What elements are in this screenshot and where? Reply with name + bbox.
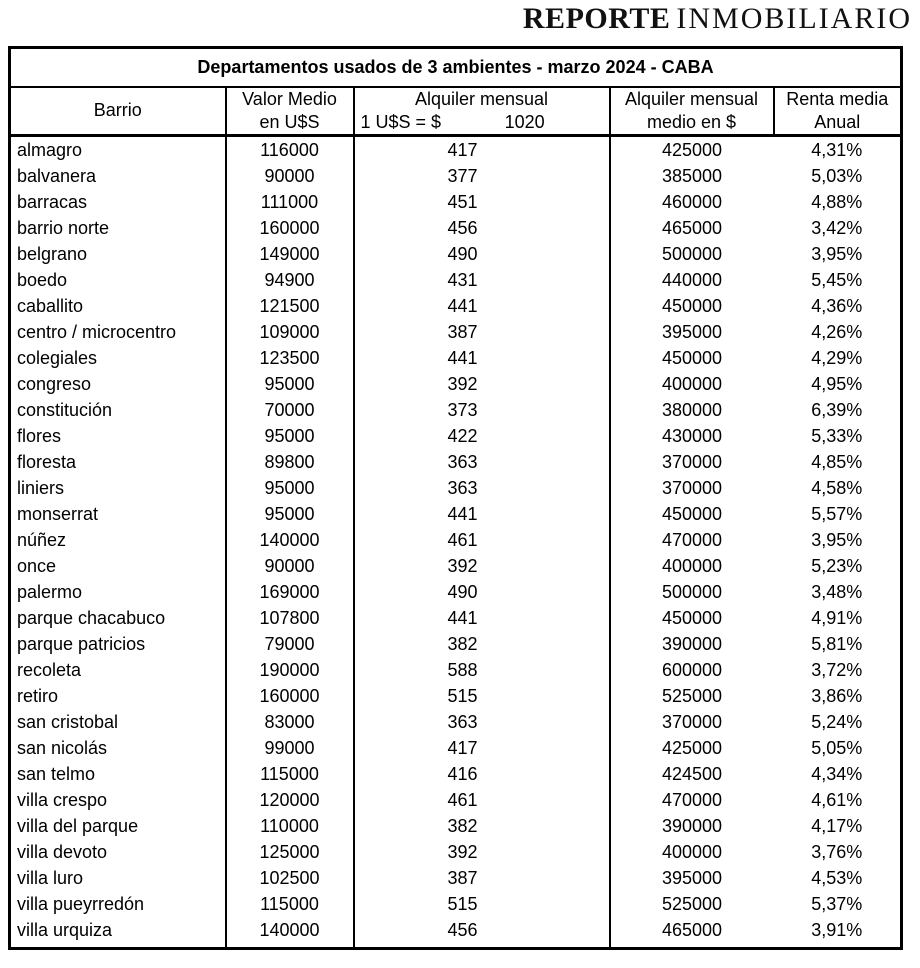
table-row [10, 423, 902, 449]
table-row [10, 371, 902, 397]
cell-valor-medio-usd: 90000 [226, 553, 354, 579]
cell-valor-medio-usd: 123500 [226, 345, 354, 371]
cell-alquiler-mensual-ars: 370000 [610, 475, 774, 501]
cell-valor-medio-usd: 160000 [226, 683, 354, 709]
col-header-alquiler-medio-line2: medio en $ [646, 111, 737, 132]
cell-renta-media-anual: 4,61% [811, 790, 863, 810]
cell-renta-media-anual: 5,33% [811, 426, 863, 446]
cell-valor-medio-usd: 90000 [226, 163, 354, 189]
cell-alquiler-mensual-ars: 400000 [610, 553, 774, 579]
cell-renta-media-anual: 4,58% [811, 478, 863, 498]
cell-alquiler-mensual-ars: 370000 [610, 709, 774, 735]
cell-renta-media-anual: 4,17% [811, 816, 863, 836]
cell-valor-medio-usd: 116000 [226, 136, 354, 164]
cell-barrio: belgrano [17, 244, 88, 264]
cell-alquiler-mensual-ars: 385000 [610, 163, 774, 189]
cell-alquiler-mensual-usd: 387 [354, 865, 610, 891]
cell-alquiler-mensual-usd: 417 [354, 136, 610, 164]
cell-alquiler-mensual-usd: 392 [354, 553, 610, 579]
cell-valor-medio-usd: 79000 [226, 631, 354, 657]
cell-alquiler-mensual-ars: 440000 [610, 267, 774, 293]
cell-barrio: villa urquiza [17, 920, 113, 940]
table-row [10, 553, 902, 579]
cell-barrio: centro / microcentro [17, 322, 177, 342]
cell-alquiler-mensual-ars: 500000 [610, 241, 774, 267]
cell-renta-media-anual: 3,86% [811, 686, 863, 706]
cell-alquiler-mensual-usd: 451 [354, 189, 610, 215]
cell-barrio: barracas [17, 192, 88, 212]
cell-alquiler-mensual-usd: 461 [354, 527, 610, 553]
cell-alquiler-mensual-ars: 470000 [610, 787, 774, 813]
col-header-renta-line2: Anual [814, 111, 861, 132]
cell-renta-media-anual: 4,53% [811, 868, 863, 888]
cell-alquiler-mensual-usd: 416 [354, 761, 610, 787]
cell-valor-medio-usd: 149000 [226, 241, 354, 267]
spacer-cell [226, 943, 354, 948]
cell-alquiler-mensual-ars: 395000 [610, 319, 774, 345]
cell-renta-media-anual: 4,36% [811, 296, 863, 316]
table-row [10, 709, 902, 735]
spacer-cell [774, 943, 902, 948]
cell-barrio: congreso [17, 374, 92, 394]
cell-alquiler-mensual-usd: 392 [354, 839, 610, 865]
table-row [10, 136, 902, 164]
table-row [10, 397, 902, 423]
col-header-alquiler-medio-line1: Alquiler mensual [624, 88, 759, 109]
cell-renta-media-anual: 5,03% [811, 166, 863, 186]
table-header-row [10, 87, 902, 136]
cell-alquiler-mensual-ars: 400000 [610, 371, 774, 397]
cell-valor-medio-usd: 111000 [226, 189, 354, 215]
cell-renta-media-anual: 3,95% [811, 244, 863, 264]
col-header-alquiler-line1: Alquiler mensual [414, 88, 549, 109]
cell-alquiler-mensual-ars: 525000 [610, 891, 774, 917]
cell-renta-media-anual: 4,88% [811, 192, 863, 212]
cell-renta-media-anual: 4,85% [811, 452, 863, 472]
table-row [10, 345, 902, 371]
cell-barrio: retiro [17, 686, 59, 706]
cell-renta-media-anual: 4,29% [811, 348, 863, 368]
cell-valor-medio-usd: 109000 [226, 319, 354, 345]
logo-regular-text: INMOBILIARIO [676, 2, 912, 35]
cell-alquiler-mensual-ars: 465000 [610, 215, 774, 241]
cell-barrio: caballito [17, 296, 84, 316]
cell-valor-medio-usd: 190000 [226, 657, 354, 683]
cell-alquiler-mensual-usd: 588 [354, 657, 610, 683]
table-row [10, 813, 902, 839]
table-row [10, 605, 902, 631]
cell-valor-medio-usd: 125000 [226, 839, 354, 865]
cell-barrio: san nicolás [17, 738, 108, 758]
cell-valor-medio-usd: 95000 [226, 423, 354, 449]
table-row [10, 241, 902, 267]
cell-renta-media-anual: 4,34% [811, 764, 863, 784]
cell-valor-medio-usd: 121500 [226, 293, 354, 319]
cell-alquiler-mensual-usd: 377 [354, 163, 610, 189]
cell-alquiler-mensual-ars: 450000 [610, 345, 774, 371]
cell-valor-medio-usd: 99000 [226, 735, 354, 761]
cell-valor-medio-usd: 70000 [226, 397, 354, 423]
cell-alquiler-mensual-ars: 460000 [610, 189, 774, 215]
cell-alquiler-mensual-usd: 461 [354, 787, 610, 813]
cell-alquiler-mensual-usd: 363 [354, 475, 610, 501]
cell-alquiler-mensual-ars: 500000 [610, 579, 774, 605]
table-row [10, 735, 902, 761]
spacer-cell [10, 943, 226, 948]
cell-alquiler-mensual-ars: 430000 [610, 423, 774, 449]
table-row [10, 449, 902, 475]
cell-barrio: constitución [17, 400, 113, 420]
cell-alquiler-mensual-ars: 450000 [610, 501, 774, 527]
cell-barrio: balvanera [17, 166, 97, 186]
cell-renta-media-anual: 3,95% [811, 530, 863, 550]
cell-alquiler-mensual-ars: 600000 [610, 657, 774, 683]
cell-valor-medio-usd: 95000 [226, 475, 354, 501]
table-row [10, 917, 902, 943]
col-header-valor-medio-line2: en U$S [259, 111, 320, 132]
col-header-renta-line1: Renta media [786, 88, 889, 109]
cell-alquiler-mensual-ars: 425000 [610, 136, 774, 164]
cell-barrio: villa del parque [17, 816, 139, 836]
cell-valor-medio-usd: 140000 [226, 917, 354, 943]
table-row [10, 501, 902, 527]
cell-barrio: parque patricios [17, 634, 146, 654]
cell-renta-media-anual: 5,45% [811, 270, 863, 290]
cell-alquiler-mensual-usd: 441 [354, 293, 610, 319]
col-header-alquiler-medio [610, 87, 774, 136]
cell-renta-media-anual: 6,39% [811, 400, 863, 420]
table-row [10, 189, 902, 215]
cell-alquiler-mensual-usd: 441 [354, 345, 610, 371]
cell-valor-medio-usd: 140000 [226, 527, 354, 553]
cell-barrio: palermo [17, 582, 83, 602]
cell-renta-media-anual: 5,05% [811, 738, 863, 758]
table-body [10, 136, 902, 949]
col-header-valor-medio-line1: Valor Medio [242, 88, 337, 109]
cell-valor-medio-usd: 95000 [226, 371, 354, 397]
cell-barrio: boedo [17, 270, 68, 290]
cell-alquiler-mensual-ars: 465000 [610, 917, 774, 943]
cell-barrio: villa crespo [17, 790, 108, 810]
cell-renta-media-anual: 5,24% [811, 712, 863, 732]
cell-barrio: liniers [17, 478, 65, 498]
cell-barrio: san cristobal [17, 712, 119, 732]
table-row [10, 787, 902, 813]
cell-barrio: san telmo [17, 764, 96, 784]
table-row [10, 891, 902, 917]
spacer-row [10, 943, 902, 948]
cell-alquiler-mensual-ars: 450000 [610, 293, 774, 319]
cell-alquiler-mensual-usd: 490 [354, 579, 610, 605]
table-row [10, 683, 902, 709]
cell-barrio: monserrat [17, 504, 99, 524]
cell-valor-medio-usd: 89800 [226, 449, 354, 475]
cell-renta-media-anual: 4,31% [811, 140, 863, 160]
table-row [10, 319, 902, 345]
cell-alquiler-mensual-usd: 441 [354, 605, 610, 631]
cell-renta-media-anual: 5,23% [811, 556, 863, 576]
cell-alquiler-mensual-usd: 392 [354, 371, 610, 397]
col-header-alquiler-mensual [354, 87, 610, 136]
table-row [10, 657, 902, 683]
cell-alquiler-mensual-usd: 363 [354, 449, 610, 475]
cell-alquiler-mensual-ars: 390000 [610, 631, 774, 657]
cell-valor-medio-usd: 120000 [226, 787, 354, 813]
cell-barrio: núñez [17, 530, 67, 550]
cell-alquiler-mensual-usd: 363 [354, 709, 610, 735]
cell-alquiler-mensual-usd: 373 [354, 397, 610, 423]
cell-alquiler-mensual-usd: 515 [354, 891, 610, 917]
table-row [10, 267, 902, 293]
reporte-inmobiliario-logo [523, 2, 912, 36]
spacer-cell [610, 943, 774, 948]
cell-renta-media-anual: 3,76% [811, 842, 863, 862]
cell-renta-media-anual: 5,81% [811, 634, 863, 654]
exchange-rate-value: 1020 [504, 111, 545, 132]
table-row [10, 215, 902, 241]
table-row [10, 865, 902, 891]
cell-alquiler-mensual-ars: 525000 [610, 683, 774, 709]
cell-alquiler-mensual-ars: 425000 [610, 735, 774, 761]
cell-barrio: villa luro [17, 868, 84, 888]
cell-alquiler-mensual-usd: 417 [354, 735, 610, 761]
cell-valor-medio-usd: 94900 [226, 267, 354, 293]
cell-alquiler-mensual-ars: 390000 [610, 813, 774, 839]
table-row [10, 293, 902, 319]
cell-barrio: once [17, 556, 57, 576]
cell-renta-media-anual: 4,91% [811, 608, 863, 628]
cell-valor-medio-usd: 115000 [226, 761, 354, 787]
cell-barrio: floresta [17, 452, 77, 472]
cell-renta-media-anual: 4,95% [811, 374, 863, 394]
cell-alquiler-mensual-ars: 395000 [610, 865, 774, 891]
cell-barrio: colegiales [17, 348, 98, 368]
spacer-cell [354, 943, 610, 948]
table-row [10, 475, 902, 501]
cell-renta-media-anual: 3,72% [811, 660, 863, 680]
cell-barrio: almagro [17, 140, 83, 160]
report-table [8, 46, 903, 950]
exchange-rate-label: 1 U$S = $ [360, 111, 442, 132]
cell-alquiler-mensual-usd: 456 [354, 917, 610, 943]
table-row [10, 839, 902, 865]
cell-barrio: recoleta [17, 660, 82, 680]
cell-alquiler-mensual-ars: 424500 [610, 761, 774, 787]
cell-alquiler-mensual-ars: 380000 [610, 397, 774, 423]
col-header-renta-media [774, 87, 902, 136]
table-row [10, 579, 902, 605]
cell-valor-medio-usd: 102500 [226, 865, 354, 891]
cell-barrio: barrio norte [17, 218, 110, 238]
table-title-row [10, 48, 902, 87]
cell-alquiler-mensual-ars: 400000 [610, 839, 774, 865]
cell-alquiler-mensual-usd: 441 [354, 501, 610, 527]
cell-alquiler-mensual-usd: 422 [354, 423, 610, 449]
cell-renta-media-anual: 4,26% [811, 322, 863, 342]
cell-alquiler-mensual-usd: 382 [354, 631, 610, 657]
exchange-rate-line [355, 111, 609, 134]
cell-valor-medio-usd: 95000 [226, 501, 354, 527]
table-title: Departamentos usados de 3 ambientes - marzo 2024 - CABA [10, 48, 902, 87]
cell-renta-media-anual: 5,37% [811, 894, 863, 914]
table-row [10, 761, 902, 787]
cell-valor-medio-usd: 110000 [226, 813, 354, 839]
cell-alquiler-mensual-usd: 515 [354, 683, 610, 709]
cell-valor-medio-usd: 169000 [226, 579, 354, 605]
table-row [10, 527, 902, 553]
table-row [10, 163, 902, 189]
cell-alquiler-mensual-usd: 382 [354, 813, 610, 839]
cell-alquiler-mensual-usd: 490 [354, 241, 610, 267]
col-header-barrio [10, 87, 226, 136]
cell-alquiler-mensual-usd: 387 [354, 319, 610, 345]
cell-renta-media-anual: 5,57% [811, 504, 863, 524]
logo-bold-text: REPORTE [522, 2, 671, 35]
cell-valor-medio-usd: 160000 [226, 215, 354, 241]
cell-alquiler-mensual-usd: 431 [354, 267, 610, 293]
col-header-barrio-label: Barrio [93, 100, 142, 121]
table-row [10, 631, 902, 657]
cell-barrio: villa pueyrredón [17, 894, 145, 914]
cell-valor-medio-usd: 107800 [226, 605, 354, 631]
cell-valor-medio-usd: 115000 [226, 891, 354, 917]
cell-barrio: parque chacabuco [17, 608, 166, 628]
cell-alquiler-mensual-ars: 450000 [610, 605, 774, 631]
cell-barrio: flores [17, 426, 62, 446]
cell-renta-media-anual: 3,91% [811, 920, 863, 940]
col-header-valor-medio [226, 87, 354, 136]
cell-alquiler-mensual-usd: 456 [354, 215, 610, 241]
cell-renta-media-anual: 3,42% [811, 218, 863, 238]
cell-valor-medio-usd: 83000 [226, 709, 354, 735]
cell-alquiler-mensual-ars: 470000 [610, 527, 774, 553]
cell-barrio: villa devoto [17, 842, 108, 862]
cell-renta-media-anual: 3,48% [811, 582, 863, 602]
cell-alquiler-mensual-ars: 370000 [610, 449, 774, 475]
